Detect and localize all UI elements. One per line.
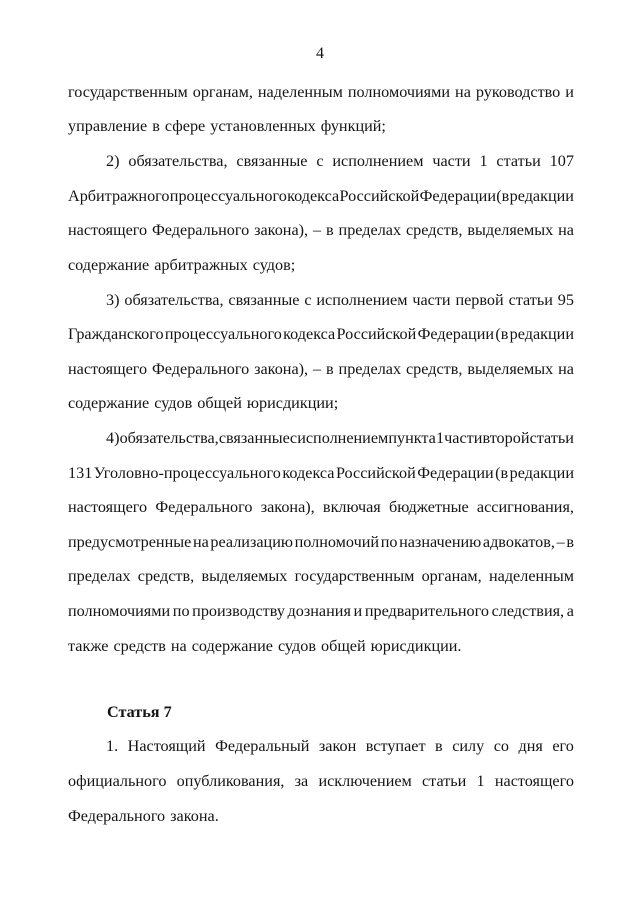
word: средств, — [405, 221, 463, 239]
word: Федерального — [68, 807, 166, 825]
word: кодекса — [282, 464, 335, 482]
word: Российской — [335, 464, 416, 482]
word: судов; — [252, 256, 296, 274]
text-line — [68, 565, 574, 587]
text-line — [68, 115, 574, 137]
word: – — [312, 221, 322, 239]
word: 2) — [106, 152, 120, 170]
text-line — [68, 81, 574, 103]
word: наделенным — [257, 83, 343, 101]
word: средств — [113, 637, 166, 655]
word: Федерации — [417, 464, 494, 482]
text-line — [68, 254, 574, 276]
word: государственным — [68, 83, 188, 101]
word: предусмотренные — [68, 533, 192, 551]
word: связанные — [228, 291, 300, 309]
word: связанные — [218, 429, 290, 447]
word: исключением — [318, 772, 412, 790]
word: на — [455, 83, 471, 101]
word: части — [412, 291, 451, 309]
word: ассигнования, — [476, 498, 574, 516]
text-line — [68, 496, 574, 518]
word: со — [493, 737, 510, 755]
word: реализацию — [210, 533, 293, 551]
word: (в — [496, 187, 510, 205]
word: на — [192, 533, 209, 551]
word: за — [294, 772, 309, 790]
word: закон — [318, 737, 357, 755]
word: содержание — [191, 637, 273, 655]
word: предварительного — [364, 602, 489, 620]
word: полномочиями — [68, 602, 171, 620]
word: связанные — [236, 152, 308, 170]
word: настоящего — [68, 360, 148, 378]
word: 1. — [106, 737, 119, 755]
word: выделяемых — [467, 221, 554, 239]
word: кодекса — [283, 325, 336, 343]
word: сфере — [164, 117, 206, 135]
text-line — [106, 735, 574, 757]
word: производству — [192, 602, 285, 620]
word: адвокатов, — [482, 533, 555, 551]
word: органам, — [421, 567, 482, 585]
word: содержание — [68, 394, 150, 412]
text-line — [68, 392, 574, 414]
word: средств, — [405, 360, 463, 378]
word: Российской — [336, 325, 417, 343]
word: Настоящий — [127, 737, 206, 755]
word: – — [312, 360, 322, 378]
word: и — [353, 602, 363, 620]
word: наделенным — [488, 567, 574, 585]
word: государственным — [294, 567, 415, 585]
word: общей — [197, 394, 242, 412]
text-line — [68, 462, 574, 484]
word: 1 — [479, 152, 488, 170]
word: на — [170, 637, 187, 655]
word: содержание — [68, 256, 150, 274]
text-line — [68, 600, 574, 622]
word: статьи — [496, 152, 541, 170]
word: его — [552, 737, 574, 755]
text-line — [68, 635, 574, 657]
word: установленных — [210, 117, 316, 135]
word: на — [558, 360, 574, 378]
word: судов — [277, 637, 316, 655]
word: кодекса — [287, 187, 340, 205]
word: в — [566, 533, 574, 551]
word: исполнением — [297, 429, 389, 447]
word: закона), — [260, 498, 315, 516]
word: второй — [482, 429, 530, 447]
word: процессуального — [164, 325, 282, 343]
word: пределах — [68, 567, 131, 585]
word: юрисдикции; — [246, 394, 339, 412]
word: средств, — [137, 567, 195, 585]
word: бюджетные — [388, 498, 469, 516]
page-number: 4 — [316, 45, 324, 62]
word: общей — [320, 637, 366, 655]
word: также — [68, 637, 109, 655]
word: в — [435, 737, 443, 755]
word: (в — [495, 325, 509, 343]
word: обязательства, — [119, 429, 219, 447]
word: по — [380, 533, 398, 551]
word: 4) — [106, 429, 120, 447]
word: закона. — [170, 807, 219, 825]
word: Федерации — [419, 187, 497, 205]
word: судов — [154, 394, 193, 412]
word: полномочиями — [347, 83, 451, 101]
word: включая — [322, 498, 381, 516]
word: выделяемых — [201, 567, 288, 585]
word: 107 — [549, 152, 574, 170]
word: редакции — [509, 325, 574, 343]
word: выделяемых — [467, 360, 554, 378]
word: дознания — [287, 602, 351, 620]
word: дня — [518, 737, 543, 755]
word: части — [444, 429, 483, 447]
word: полномочий — [294, 533, 380, 551]
word: руководство — [475, 83, 561, 101]
text-line — [68, 531, 574, 553]
word: Федерации — [417, 325, 495, 343]
text-line — [106, 289, 574, 311]
word: Федеральный — [215, 737, 310, 755]
word: в — [325, 360, 334, 378]
word: процессуального — [169, 187, 287, 205]
word: обязательства, — [124, 291, 224, 309]
text-line — [106, 427, 574, 449]
word: 1 — [476, 772, 485, 790]
word: в — [325, 221, 334, 239]
word: части — [432, 152, 471, 170]
word: закона), — [254, 360, 309, 378]
word: закона), — [254, 221, 309, 239]
text-line — [68, 358, 574, 380]
word: силу — [452, 737, 485, 755]
word: настоящего — [68, 221, 148, 239]
word: исполнением — [332, 152, 424, 170]
word: (в — [495, 464, 509, 482]
word: 95 — [557, 291, 574, 309]
word: статьи — [508, 291, 553, 309]
word: органам, — [192, 83, 253, 101]
text-line — [68, 770, 574, 792]
text-line — [68, 323, 574, 345]
word: Федерального — [152, 221, 250, 239]
text-line — [68, 805, 574, 827]
word: по — [172, 602, 190, 620]
word: арбитражных — [154, 256, 248, 274]
word: пределах — [338, 221, 402, 239]
text-line — [68, 219, 574, 241]
word: на — [558, 221, 574, 239]
word: редакции — [509, 464, 574, 482]
text-line — [68, 185, 574, 207]
text-line — [106, 150, 574, 172]
word: Российской — [339, 187, 420, 205]
word: назначению — [399, 533, 482, 551]
word: опубликования, — [176, 772, 285, 790]
word: 131 — [68, 464, 93, 482]
word: с — [289, 429, 298, 447]
word: юрисдикции. — [370, 637, 462, 655]
word: обязательства, — [128, 152, 228, 170]
word: пределах — [338, 360, 402, 378]
word: статьи — [422, 772, 467, 790]
word: 1 — [435, 429, 445, 447]
word: настоящего — [494, 772, 574, 790]
word: Гражданского — [68, 325, 164, 343]
word: и — [565, 83, 574, 101]
word: Уголовно-процессуального — [93, 464, 281, 482]
word: настоящего — [68, 498, 148, 516]
word: исполнением — [316, 291, 408, 309]
word: – — [556, 533, 565, 551]
word: с — [304, 291, 312, 309]
word: пункта — [388, 429, 436, 447]
word: с — [316, 152, 324, 170]
article-heading: Статья 7 — [107, 703, 172, 721]
word: Федерального — [152, 360, 250, 378]
word: а — [566, 602, 574, 620]
word: статьи — [529, 429, 574, 447]
word: Федерального — [155, 498, 253, 516]
word: функций; — [320, 117, 386, 135]
word: первой — [455, 291, 504, 309]
word: 3) — [106, 291, 120, 309]
word: в — [152, 117, 160, 135]
word: вступает — [365, 737, 426, 755]
word: управление — [68, 117, 148, 135]
word: следствия, — [491, 602, 565, 620]
word: Арбитражного — [68, 187, 170, 205]
word: официального — [68, 772, 167, 790]
word: редакции — [509, 187, 574, 205]
